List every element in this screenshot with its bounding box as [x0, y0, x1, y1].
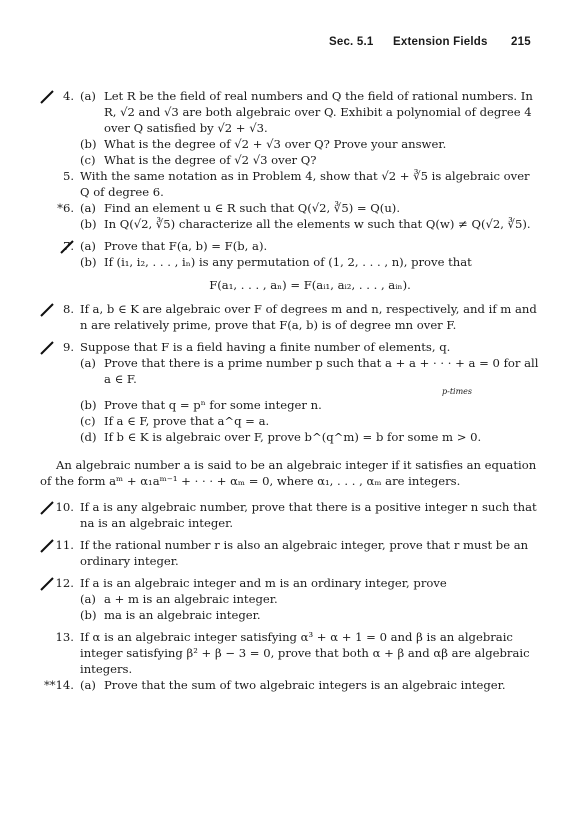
problem-number: 8.: [62, 302, 74, 316]
problem-text: With the same notation as in Problem 4, show that √2 + ∛5 is algebraic over Q of degree 6.: [80, 169, 530, 199]
problem-14: [40, 677, 540, 693]
part-text: Let R be the field of real numbers and Q the field of rational numbers. In R, √2 and √3 are both algebraic over Q. Exhibit a polynomial of degree 4 over Q satisfied by √2 + √3.: [104, 89, 533, 135]
problem-part: [80, 238, 540, 254]
problem-text: If α is an algebraic integer satisfying α³ + α + 1 = 0 and β is an algebraic integer satisfying β² + β − 3 = 0, prove that both α + β and αβ are algebraic integers.: [80, 630, 530, 676]
problem-7: [40, 238, 540, 293]
problem-part: [80, 355, 540, 397]
problem-number: 9.: [62, 340, 74, 354]
part-text: If b ∈ K is algebraic over F, prove b^(q^m) = b for some m > 0.: [104, 430, 482, 444]
part-label: (a): [80, 678, 96, 692]
problem-5: [40, 168, 540, 200]
page-body: [40, 88, 540, 693]
part-label: (c): [80, 414, 96, 428]
page-number: 215: [511, 36, 531, 48]
problem-part: [80, 200, 540, 216]
part-label: (a): [80, 592, 96, 606]
display-equation: F(a₁, . . . , aₙ) = F(aᵢ₁, aᵢ₂, . . . , aᵢₙ).: [209, 278, 411, 292]
problem-11: [40, 537, 540, 569]
part-text: a + m is an algebraic integer.: [104, 592, 278, 606]
part-text: What is the degree of √2 + √3 over Q? Prove your answer.: [104, 137, 447, 151]
part-label: (b): [80, 608, 97, 622]
problem-text: If a, b ∈ K are algebraic over F of degrees m and n, respectively, and if m and n are relatively prime, prove that F(a, b) is of degree mn over F.: [80, 302, 537, 332]
part-text: Prove that F(a, b) = F(b, a).: [104, 239, 268, 253]
problem-number: 7.: [62, 239, 74, 253]
section-label: Sec. 5.1: [329, 36, 374, 48]
definition-paragraph: An algebraic number a is said to be an algebraic integer if it satisfies an equation of the form aᵐ + α₁aᵐ⁻¹ + · · · + αₘ = 0, where α₁, . . . , αₘ are integers.: [40, 458, 537, 488]
part-label: (d): [80, 430, 97, 444]
part-label: (b): [80, 217, 97, 231]
problem-part: [80, 88, 540, 136]
part-text: Prove that there is a prime number p such that a + a + · · · + a = 0 for all a ∈ F.: [104, 356, 539, 386]
part-label: (b): [80, 137, 97, 151]
problem-part: [80, 397, 540, 413]
problem-number: 13.: [55, 630, 74, 644]
problem-part: [80, 607, 540, 623]
problem-number: 10.: [55, 500, 74, 514]
problem-13: [40, 629, 540, 677]
part-text: What is the degree of √2 √3 over Q?: [104, 153, 317, 167]
part-label: (b): [80, 255, 97, 269]
part-label: (a): [80, 239, 96, 253]
problem-text: If the rational number r is also an algebraic integer, prove that r must be an ordinary integer.: [80, 538, 529, 568]
problem-10: [40, 499, 540, 531]
part-text: In Q(√2, ∛5) characterize all the elements w such that Q(w) ≠ Q(√2, ∛5).: [104, 217, 531, 231]
part-label: (a): [80, 89, 96, 103]
problem-8: [40, 301, 540, 333]
problem-number: 12.: [55, 576, 74, 590]
problem-part: [80, 429, 540, 445]
part-label: (c): [80, 153, 96, 167]
problem-part: [80, 254, 540, 270]
part-text: If (i₁, i₂, . . . , iₙ) is any permutation of (1, 2, . . . , n), prove that: [104, 255, 472, 269]
problem-text: If a is any algebraic number, prove that there is a positive integer n such that na is an algebraic integer.: [80, 500, 537, 530]
part-text: Prove that q = pⁿ for some integer n.: [104, 398, 322, 412]
part-label: (b): [80, 398, 97, 412]
problem-number: 11.: [55, 538, 74, 552]
problem-number: 4.: [62, 89, 74, 103]
problem-part: [80, 591, 540, 607]
problem-part: [80, 413, 540, 429]
problem-number: *6.: [57, 201, 74, 215]
chapter-title: Extension Fields: [393, 36, 488, 48]
problem-part: [80, 677, 540, 693]
part-text: If a ∈ F, prove that a^q = a.: [104, 414, 270, 428]
part-text: Find an element u ∈ R such that Q(√2, ∛5) = Q(u).: [104, 201, 401, 215]
part-text: Prove that the sum of two algebraic integers is an algebraic integer.: [104, 678, 506, 692]
problem-text: Suppose that F is a field having a finite number of elements, q.: [80, 340, 451, 354]
problem-part: [80, 152, 540, 168]
part-label: (a): [80, 201, 96, 215]
problem-text: If a is an algebraic integer and m is an ordinary integer, prove: [80, 576, 447, 590]
problem-6: [40, 200, 540, 232]
part-label: (a): [80, 356, 96, 370]
part-text: ma is an algebraic integer.: [104, 608, 261, 622]
problem-4: [40, 88, 540, 168]
problem-number: 5.: [62, 169, 74, 183]
problem-part: [80, 216, 540, 232]
problem-part: [80, 136, 540, 152]
problem-9: [40, 339, 540, 445]
problem-12: [40, 575, 540, 623]
page-header: [0, 36, 573, 54]
problem-number: **14.: [43, 678, 74, 692]
underbrace-label: p-times: [442, 387, 473, 396]
